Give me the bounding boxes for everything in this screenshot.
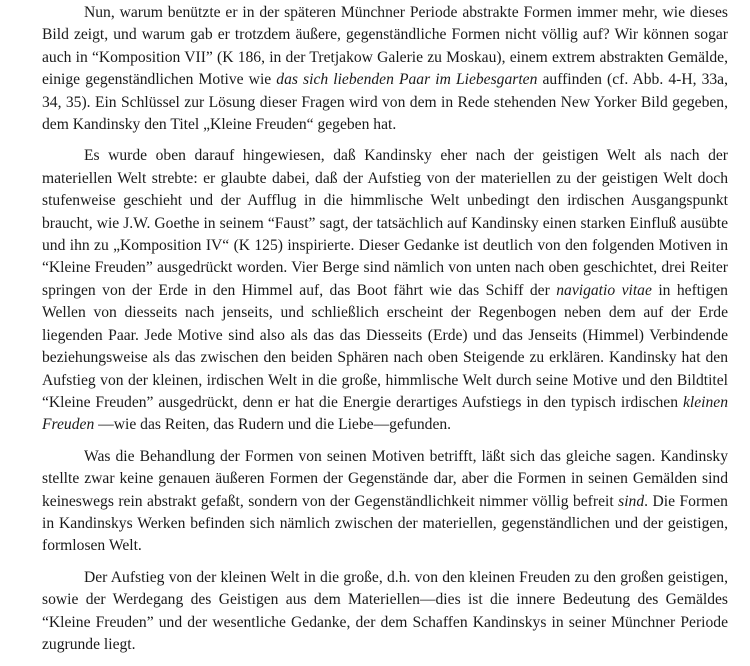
paragraph-4 <box>42 567 728 657</box>
paragraph-1 <box>42 2 728 136</box>
paragraph-3-text: Was die Behandlung der Formen von seinen Motiven betrifft, läßt sich das gleiche sagen. Kandinsky stellte zwar keine genauen äußeren Formen der Gegenstände dar, aber die Formen in seinen Gemälden sind keineswegs rein abstrakt gefaßt, sondern von der Gegenständlichkeit nimmer völlig befreit <box>42 447 728 510</box>
paragraph-4-text: Der Aufstieg von der kleinen Welt in die große, d.h. von den kleinen Freuden zu den großen geistigen, sowie der Werdegang des Geistigen aus dem Materiellen—dies ist die innere Bedeutung des Gemäldes “Kleine Freuden” und der wesentliche Gedanke, der dem Schaffen Kandinskys in seiner Münchner Periode zugrunde liegt. <box>42 568 728 653</box>
paragraph-3-text-end: . Die Formen in Kandinskys Werken befinden sich nämlich zwischen der materiellen, gegenständlichen und der geistigen, formlosen Welt. <box>42 492 728 555</box>
paragraph-1-text: Nun, warum benützte er in der späteren Münchner Periode abstrakte Formen immer mehr, wie dieses Bild zeigt, und warum gab er trotzdem äußere, gegenständliche Formen nicht völlig auf? Wir können sogar auch in “Komposition VII” (K 186, in der Tretjakow Galerie zu Moskau), einem extrem abstrakten Gemälde, einige gegenständlichen Motive wie <box>42 4 728 89</box>
paragraph-2-text-cont: in heftigen Wellen von diesseits nach jenseits, und schließlich erscheint der Regenbogen neben dem auf der Erde liegenden Paar. Jede Motive sind also als das das Diesseits (Erde) und das Jenseits (Himmel) Verbindende beziehungsweise als das zwischen den beiden Sphären nach oben Steigende zu erklären. Kandinsky hat den Aufstieg von der kleinen, irdischen Welt in die große, himmlische Welt durch seine Motive und den Bildtitel “Kleine Freuden” ausgedrückt, denn er hat die Energie derartiges Aufstiegs in den typisch irdischen <box>42 281 728 411</box>
paragraph-3-italic-word: sind <box>618 492 645 510</box>
paragraph-1-italic-phrase: das sich liebenden Paar im Liebesgarten <box>276 71 538 89</box>
paragraph-2-italic-phrase-2: kleinen Freuden <box>42 393 728 434</box>
paragraph-2-text-end: —wie das Reiten, das Rudern und die Liebe—gefunden. <box>94 416 452 434</box>
paragraph-1-text-cont: auffinden (cf. Abb. 4-H, 33a, 34, 35). Ein Schlüssel zur Lösung dieser Fragen wird von dem in Rede stehenden New Yorker Bild gegeben, dem Kandinsky den Titel „Kleine Freuden“ gegeben hat. <box>42 71 728 134</box>
paragraph-3 <box>42 446 728 558</box>
paragraph-2-text: Es wurde oben darauf hingewiesen, daß Kandinsky eher nach der geistigen Welt als nach der materiellen Welt strebte: er glaubte dabei, daß der Aufstieg von der materiellen zu der geistigen Welt doch stufenweise geschieht und der Aufflug in die himmlische Welt unbedingt den irdischen Ausgangspunkt braucht, wie J.W. Goethe in seinem “Faust” sagt, der tatsächlich auf Kandinsky einen starken Einfluß ausübte und ihn zu „Komposition IV“ (K 125) inspirierte. Dieser Gedanke ist deutlich von den folgenden Motiven in “Kleine Freuden” ausgedrückt worden. Vier Berge sind nämlich von unten nach oben geschichtet, drei Reiter springen von der Erde in den Himmel auf, das Boot fährt wie das Schiff der <box>42 147 728 299</box>
paragraph-2-italic-phrase: navigatio vitae <box>556 281 652 299</box>
paragraph-2 <box>42 145 728 436</box>
